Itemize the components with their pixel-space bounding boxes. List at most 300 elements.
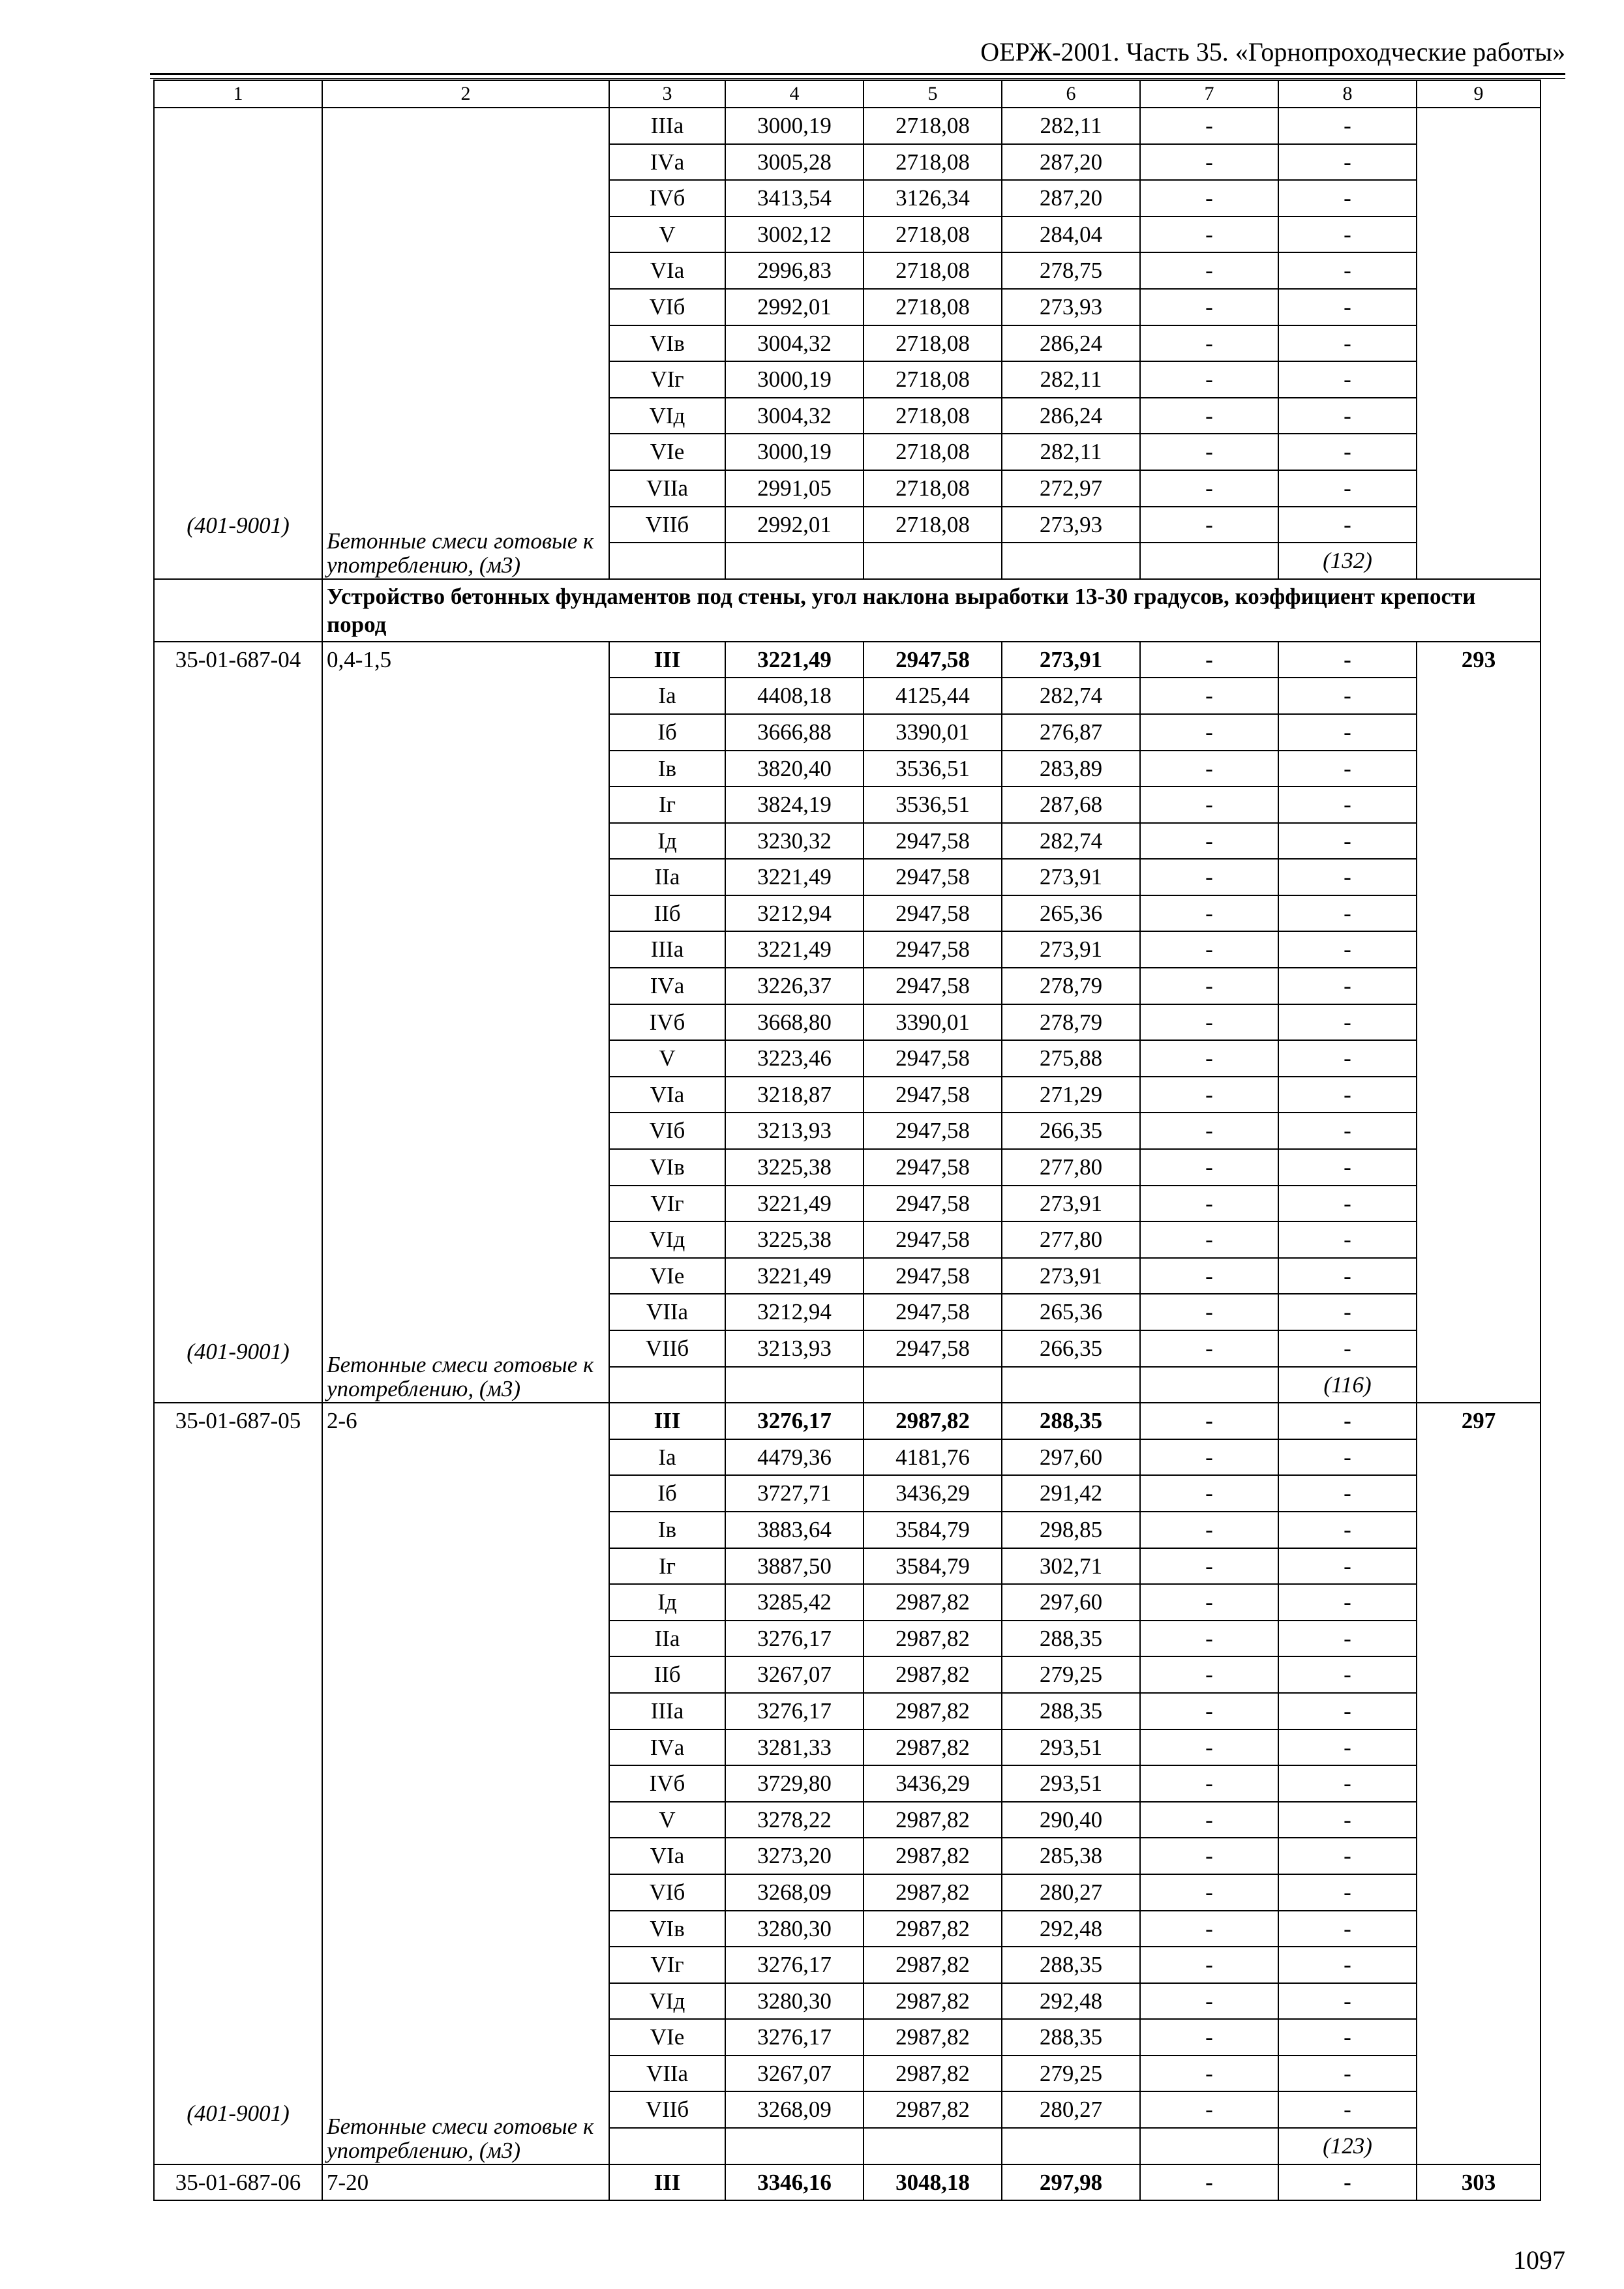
- total-cost: 3000,19: [725, 361, 864, 398]
- col7-value: -: [1140, 1802, 1278, 1838]
- col7-value: -: [1140, 144, 1278, 181]
- col8-value: -: [1278, 1040, 1417, 1077]
- total-cost: 3820,40: [725, 751, 864, 787]
- col7-value: -: [1140, 1548, 1278, 1585]
- rock-category: Iд: [609, 823, 725, 860]
- rock-category: VIв: [609, 1911, 725, 1947]
- labor-cost: 4125,44: [864, 678, 1002, 714]
- labor-cost: 2987,82: [864, 1656, 1002, 1693]
- total-cost: 3221,49: [725, 642, 864, 678]
- col8-value: -: [1278, 786, 1417, 823]
- col7-value: -: [1140, 1693, 1278, 1729]
- col8-value: -: [1278, 2019, 1417, 2056]
- machine-cost: 283,89: [1002, 751, 1140, 787]
- col7-value: -: [1140, 1983, 1278, 2020]
- labor-cost: 2987,82: [864, 1584, 1002, 1621]
- rock-category: Iв: [609, 1512, 725, 1548]
- total-cost: 3727,71: [725, 1475, 864, 1512]
- col7-value: -: [1140, 859, 1278, 895]
- col8-value: -: [1278, 1765, 1417, 1802]
- machine-cost: 286,24: [1002, 398, 1140, 434]
- col8-value: -: [1278, 714, 1417, 751]
- labor-cost: 2947,58: [864, 1294, 1002, 1330]
- material-quantity: (123): [1278, 2128, 1417, 2164]
- total-cost: 3004,32: [725, 398, 864, 434]
- col8-value: -: [1278, 1693, 1417, 1729]
- column-number: 3: [609, 80, 725, 108]
- labor-cost: 2987,82: [864, 1983, 1002, 2020]
- machine-cost: 292,48: [1002, 1983, 1140, 2020]
- machine-cost: 275,88: [1002, 1040, 1140, 1077]
- material-quantity: (132): [1278, 543, 1417, 579]
- rock-category: IIа: [609, 1621, 725, 1657]
- norm-code-text: 35-01-687-04: [175, 646, 301, 672]
- page-number: 1097: [1513, 2245, 1565, 2275]
- rock-category: VIIа: [609, 2056, 725, 2092]
- col8-value: -: [1278, 1802, 1417, 1838]
- labor-cost: 2947,58: [864, 642, 1002, 678]
- machine-cost: 277,80: [1002, 1221, 1140, 1258]
- rock-category: VIг: [609, 1186, 725, 1222]
- col8-value: -: [1278, 1621, 1417, 1657]
- col8-value: -: [1278, 180, 1417, 217]
- rock-category: Iа: [609, 1439, 725, 1476]
- rock-category: V: [609, 1040, 725, 1077]
- rock-category: Iб: [609, 1475, 725, 1512]
- labor-cost: 2718,08: [864, 470, 1002, 507]
- col7-value: -: [1140, 1258, 1278, 1294]
- col8-value: -: [1278, 1475, 1417, 1512]
- machine-cost: 291,42: [1002, 1475, 1140, 1512]
- rock-category: VIб: [609, 1113, 725, 1149]
- labor-cost: 2718,08: [864, 325, 1002, 362]
- rock-category: VIв: [609, 1149, 725, 1186]
- total-cost: 3000,19: [725, 108, 864, 144]
- total-cost: 3267,07: [725, 1656, 864, 1693]
- col8-value: -: [1278, 398, 1417, 434]
- header-rule: [150, 73, 1565, 75]
- col7-value: -: [1140, 751, 1278, 787]
- labor-cost: 2987,82: [864, 1874, 1002, 1911]
- col7-value: -: [1140, 2091, 1278, 2128]
- group-title-row: [154, 579, 1541, 642]
- total-cost: 3280,30: [725, 1983, 864, 2020]
- total-cost: 3212,94: [725, 895, 864, 932]
- col7-value: -: [1140, 361, 1278, 398]
- total-cost: 3285,42: [725, 1584, 864, 1621]
- total-cost: 3280,30: [725, 1911, 864, 1947]
- col8-value: -: [1278, 1584, 1417, 1621]
- empty-cell: [725, 2128, 864, 2164]
- total-cost: 3887,50: [725, 1548, 864, 1585]
- rock-category: Iа: [609, 678, 725, 714]
- material-code: (401-9001): [187, 2100, 290, 2126]
- machine-cost: 266,35: [1002, 1113, 1140, 1149]
- rock-category: VIе: [609, 2019, 725, 2056]
- rock-category: VIIа: [609, 470, 725, 507]
- machine-cost: 297,60: [1002, 1439, 1140, 1476]
- rock-category: Iб: [609, 714, 725, 751]
- rock-category: VIа: [609, 1838, 725, 1874]
- column-number: 4: [725, 80, 864, 108]
- col7-value: -: [1140, 1004, 1278, 1041]
- col8-value: -: [1278, 507, 1417, 543]
- col7-value: -: [1140, 1512, 1278, 1548]
- col7-value: -: [1140, 289, 1278, 325]
- empty-cell: [1002, 1367, 1140, 1403]
- material-quantity: (116): [1278, 1367, 1417, 1403]
- col7-value: -: [1140, 2164, 1278, 2201]
- rock-category: V: [609, 217, 725, 253]
- rock-category: VIIб: [609, 507, 725, 543]
- norm-code: [154, 1403, 322, 2164]
- col7-value: -: [1140, 1186, 1278, 1222]
- rock-category: Iг: [609, 786, 725, 823]
- machine-cost: 272,97: [1002, 470, 1140, 507]
- rock-category: IVа: [609, 1729, 725, 1766]
- labor-cost: 3436,29: [864, 1765, 1002, 1802]
- rock-category: IIб: [609, 1656, 725, 1693]
- labor-cost: 2947,58: [864, 1330, 1002, 1367]
- total-cost: 3223,46: [725, 1040, 864, 1077]
- rock-category: V: [609, 1802, 725, 1838]
- total-cost: 3221,49: [725, 931, 864, 968]
- labor-cost: 3584,79: [864, 1548, 1002, 1585]
- labor-cost: 2718,08: [864, 361, 1002, 398]
- col8-value: -: [1278, 2056, 1417, 2092]
- col8-value: -: [1278, 1149, 1417, 1186]
- material-description: Бетонные смеси готовые к употреблению, (м3): [327, 2113, 594, 2163]
- rock-category: VIIб: [609, 1330, 725, 1367]
- empty-cell: [609, 543, 725, 579]
- col7-value: -: [1140, 1077, 1278, 1113]
- rock-category: IVб: [609, 1004, 725, 1041]
- labor-cost: 2947,58: [864, 968, 1002, 1004]
- machine-cost: 273,91: [1002, 1186, 1140, 1222]
- col8-value: -: [1278, 108, 1417, 144]
- labor-cost: 2718,08: [864, 252, 1002, 289]
- col7-value: -: [1140, 1621, 1278, 1657]
- col7-value: -: [1140, 1874, 1278, 1911]
- empty-cell: [1002, 543, 1140, 579]
- col8-value: -: [1278, 1838, 1417, 1874]
- col8-value: -: [1278, 325, 1417, 362]
- empty-cell: [1002, 2128, 1140, 2164]
- col7-value: -: [1140, 823, 1278, 860]
- labor-cost: 2987,82: [864, 1693, 1002, 1729]
- col8-value: -: [1278, 252, 1417, 289]
- machine-cost: 302,71: [1002, 1548, 1140, 1585]
- empty-cell: [1140, 2128, 1278, 2164]
- labor-cost: 2987,82: [864, 2019, 1002, 2056]
- col8-value: -: [1278, 1221, 1417, 1258]
- empty-cell: [864, 1367, 1002, 1403]
- norm-code: [154, 2164, 322, 2201]
- empty-cell: [1140, 1367, 1278, 1403]
- total-cost: 2991,05: [725, 470, 864, 507]
- labor-cost: 2947,58: [864, 931, 1002, 968]
- col8-value: -: [1278, 1656, 1417, 1693]
- machine-cost: 277,80: [1002, 1149, 1140, 1186]
- col7-value: -: [1140, 1947, 1278, 1983]
- machine-cost: 297,98: [1002, 2164, 1140, 2201]
- machine-cost: 288,35: [1002, 1621, 1140, 1657]
- col7-value: -: [1140, 217, 1278, 253]
- rock-category: IVа: [609, 968, 725, 1004]
- col8-value: -: [1278, 1512, 1417, 1548]
- labor-cost: 3390,01: [864, 1004, 1002, 1041]
- material-code: (401-9001): [154, 108, 322, 579]
- machine-cost: 266,35: [1002, 1330, 1140, 1367]
- col7-value: -: [1140, 1330, 1278, 1367]
- col7-value: -: [1140, 1729, 1278, 1766]
- labor-cost: 2947,58: [864, 859, 1002, 895]
- machine-cost: 265,36: [1002, 1294, 1140, 1330]
- labor-cost: 3048,18: [864, 2164, 1002, 2201]
- machine-cost: 284,04: [1002, 217, 1140, 253]
- machine-cost: 273,91: [1002, 931, 1140, 968]
- machine-cost: 276,87: [1002, 714, 1140, 751]
- col8-value: -: [1278, 2091, 1417, 2128]
- col8-value: -: [1278, 1947, 1417, 1983]
- total-cost: 3666,88: [725, 714, 864, 751]
- col7-value: -: [1140, 1765, 1278, 1802]
- total-cost: 3346,16: [725, 2164, 864, 2201]
- labor-cost: 3536,51: [864, 786, 1002, 823]
- total-cost: 3276,17: [725, 1693, 864, 1729]
- total-cost: 3221,49: [725, 1186, 864, 1222]
- col8-value: -: [1278, 1077, 1417, 1113]
- empty-cell: [609, 1367, 725, 1403]
- machine-cost: 273,91: [1002, 642, 1140, 678]
- material-description: Бетонные смеси готовые к употреблению, (м3): [322, 108, 609, 579]
- machine-cost: 278,79: [1002, 968, 1140, 1004]
- col8-value: -: [1278, 678, 1417, 714]
- table-row: [154, 108, 1541, 144]
- col8-value: -: [1278, 144, 1417, 181]
- labor-cost: 2718,08: [864, 144, 1002, 181]
- empty-cell: [609, 2128, 725, 2164]
- rock-category: IVб: [609, 1765, 725, 1802]
- total-cost: 3212,94: [725, 1294, 864, 1330]
- rock-category: VIб: [609, 289, 725, 325]
- labor-cost: 2947,58: [864, 823, 1002, 860]
- rock-category: IVа: [609, 144, 725, 181]
- rock-category: IIIа: [609, 1693, 725, 1729]
- rock-category: VIг: [609, 361, 725, 398]
- col8-value: -: [1278, 642, 1417, 678]
- price-table: [153, 80, 1541, 2201]
- col7-value: -: [1140, 108, 1278, 144]
- col8-value: -: [1278, 968, 1417, 1004]
- material-code: (401-9001): [187, 1339, 290, 1365]
- total-cost: 3225,38: [725, 1221, 864, 1258]
- total-cost: 3218,87: [725, 1077, 864, 1113]
- rock-category: IIб: [609, 895, 725, 932]
- rock-category: IIа: [609, 859, 725, 895]
- col8-value: -: [1278, 859, 1417, 895]
- col7-value: -: [1140, 325, 1278, 362]
- material-description: Бетонные смеси готовые к употреблению, (м3): [327, 1352, 594, 1402]
- col8-value: -: [1278, 1874, 1417, 1911]
- col8-value: -: [1278, 470, 1417, 507]
- col8-value: -: [1278, 434, 1417, 470]
- rock-category: III: [609, 642, 725, 678]
- total-cost: 3004,32: [725, 325, 864, 362]
- header-rule-thin: [150, 78, 1565, 79]
- col7-value: -: [1140, 968, 1278, 1004]
- machine-cost: 273,93: [1002, 289, 1140, 325]
- norm-description-text: 7-20: [327, 2169, 369, 2195]
- labor-cost: 2947,58: [864, 1077, 1002, 1113]
- total-cost: 3276,17: [725, 1403, 864, 1439]
- col7-value: -: [1140, 1113, 1278, 1149]
- total-cost: 3221,49: [725, 1258, 864, 1294]
- col8-value: -: [1278, 1294, 1417, 1330]
- machine-cost: 292,48: [1002, 1911, 1140, 1947]
- col8-value: -: [1278, 823, 1417, 860]
- labor-cost: 2718,08: [864, 398, 1002, 434]
- col8-value: -: [1278, 1729, 1417, 1766]
- labor-cost: 2987,82: [864, 1802, 1002, 1838]
- total-cost: 3668,80: [725, 1004, 864, 1041]
- machine-cost: 288,35: [1002, 1693, 1140, 1729]
- rock-category: VIIа: [609, 1294, 725, 1330]
- machine-cost: 288,35: [1002, 1947, 1140, 1983]
- labor-cost: 2947,58: [864, 895, 1002, 932]
- norm-code: [154, 642, 322, 1403]
- col8-value: -: [1278, 289, 1417, 325]
- col8-value: -: [1278, 751, 1417, 787]
- machine-cost: 279,25: [1002, 1656, 1140, 1693]
- total-cost: 3230,32: [725, 823, 864, 860]
- rock-category: Iд: [609, 1584, 725, 1621]
- rock-category: VIе: [609, 1258, 725, 1294]
- col8-value: -: [1278, 1113, 1417, 1149]
- rock-category: Iв: [609, 751, 725, 787]
- col8-value: -: [1278, 1186, 1417, 1222]
- machine-cost: 282,11: [1002, 361, 1140, 398]
- labor-cost: 2947,58: [864, 1221, 1002, 1258]
- total-cost: 2996,83: [725, 252, 864, 289]
- total-cost: 4479,36: [725, 1439, 864, 1476]
- labor-cost: 2987,82: [864, 1621, 1002, 1657]
- total-cost: 3213,93: [725, 1113, 864, 1149]
- labor-cost: 2987,82: [864, 1838, 1002, 1874]
- rock-category: Iг: [609, 1548, 725, 1585]
- col8-value: -: [1278, 1983, 1417, 2020]
- labor-cost: 3584,79: [864, 1512, 1002, 1548]
- labor-cost: 2947,58: [864, 1149, 1002, 1186]
- machine-cost: 282,11: [1002, 434, 1140, 470]
- col9-value: 303: [1417, 2164, 1541, 2201]
- col8-value: -: [1278, 1330, 1417, 1367]
- rock-category: III: [609, 1403, 725, 1439]
- machine-cost: 279,25: [1002, 2056, 1140, 2092]
- machine-cost: 280,27: [1002, 2091, 1140, 2128]
- total-cost: 3268,09: [725, 1874, 864, 1911]
- total-cost: 2992,01: [725, 507, 864, 543]
- col8-value: -: [1278, 2164, 1417, 2201]
- rock-category: VIд: [609, 1221, 725, 1258]
- column-number: 1: [154, 80, 322, 108]
- col7-value: -: [1140, 180, 1278, 217]
- total-cost: 3002,12: [725, 217, 864, 253]
- norm-description-text: 0,4-1,5: [327, 646, 392, 672]
- column-numbers-row: [154, 80, 1541, 108]
- col8-value: -: [1278, 361, 1417, 398]
- machine-cost: 273,93: [1002, 507, 1140, 543]
- rock-category: IIIа: [609, 108, 725, 144]
- machine-cost: 298,85: [1002, 1512, 1140, 1548]
- total-cost: 3225,38: [725, 1149, 864, 1186]
- col7-value: -: [1140, 398, 1278, 434]
- col7-value: -: [1140, 252, 1278, 289]
- col9-value: [1417, 108, 1541, 579]
- machine-cost: 265,36: [1002, 895, 1140, 932]
- rock-category: III: [609, 2164, 725, 2201]
- column-number: 9: [1417, 80, 1541, 108]
- norm-code-text: 35-01-687-06: [175, 2169, 301, 2195]
- total-cost: 3276,17: [725, 1621, 864, 1657]
- machine-cost: 271,29: [1002, 1077, 1140, 1113]
- labor-cost: 2947,58: [864, 1113, 1002, 1149]
- col7-value: -: [1140, 1403, 1278, 1439]
- labor-cost: 3390,01: [864, 714, 1002, 751]
- col7-value: -: [1140, 507, 1278, 543]
- col7-value: -: [1140, 2056, 1278, 2092]
- col7-value: -: [1140, 786, 1278, 823]
- rock-category: VIб: [609, 1874, 725, 1911]
- rock-category: VIв: [609, 325, 725, 362]
- column-number: 8: [1278, 80, 1417, 108]
- col7-value: -: [1140, 1221, 1278, 1258]
- rock-category: VIг: [609, 1947, 725, 1983]
- machine-cost: 288,35: [1002, 1403, 1140, 1439]
- col7-value: -: [1140, 1040, 1278, 1077]
- labor-cost: 2718,08: [864, 434, 1002, 470]
- norm-description: [322, 642, 609, 1403]
- total-cost: 3413,54: [725, 180, 864, 217]
- machine-cost: 282,74: [1002, 678, 1140, 714]
- machine-cost: 297,60: [1002, 1584, 1140, 1621]
- total-cost: 3268,09: [725, 2091, 864, 2128]
- labor-cost: 2718,08: [864, 507, 1002, 543]
- norm-main-row: [154, 642, 1541, 678]
- col7-value: -: [1140, 678, 1278, 714]
- col7-value: -: [1140, 1294, 1278, 1330]
- machine-cost: 278,79: [1002, 1004, 1140, 1041]
- norm-description: [322, 2164, 609, 2201]
- col8-value: -: [1278, 1004, 1417, 1041]
- total-cost: 3221,49: [725, 859, 864, 895]
- rock-category: VIIб: [609, 2091, 725, 2128]
- labor-cost: 2718,08: [864, 289, 1002, 325]
- col7-value: -: [1140, 714, 1278, 751]
- col7-value: -: [1140, 1475, 1278, 1512]
- total-cost: 3005,28: [725, 144, 864, 181]
- machine-cost: 288,35: [1002, 2019, 1140, 2056]
- col8-value: -: [1278, 931, 1417, 968]
- total-cost: 3276,17: [725, 2019, 864, 2056]
- total-cost: 3883,64: [725, 1512, 864, 1548]
- col8-value: -: [1278, 217, 1417, 253]
- labor-cost: 2987,82: [864, 1911, 1002, 1947]
- rock-category: VIд: [609, 1983, 725, 2020]
- machine-cost: 280,27: [1002, 1874, 1140, 1911]
- norm-description: [322, 1403, 609, 2164]
- machine-cost: 282,74: [1002, 823, 1140, 860]
